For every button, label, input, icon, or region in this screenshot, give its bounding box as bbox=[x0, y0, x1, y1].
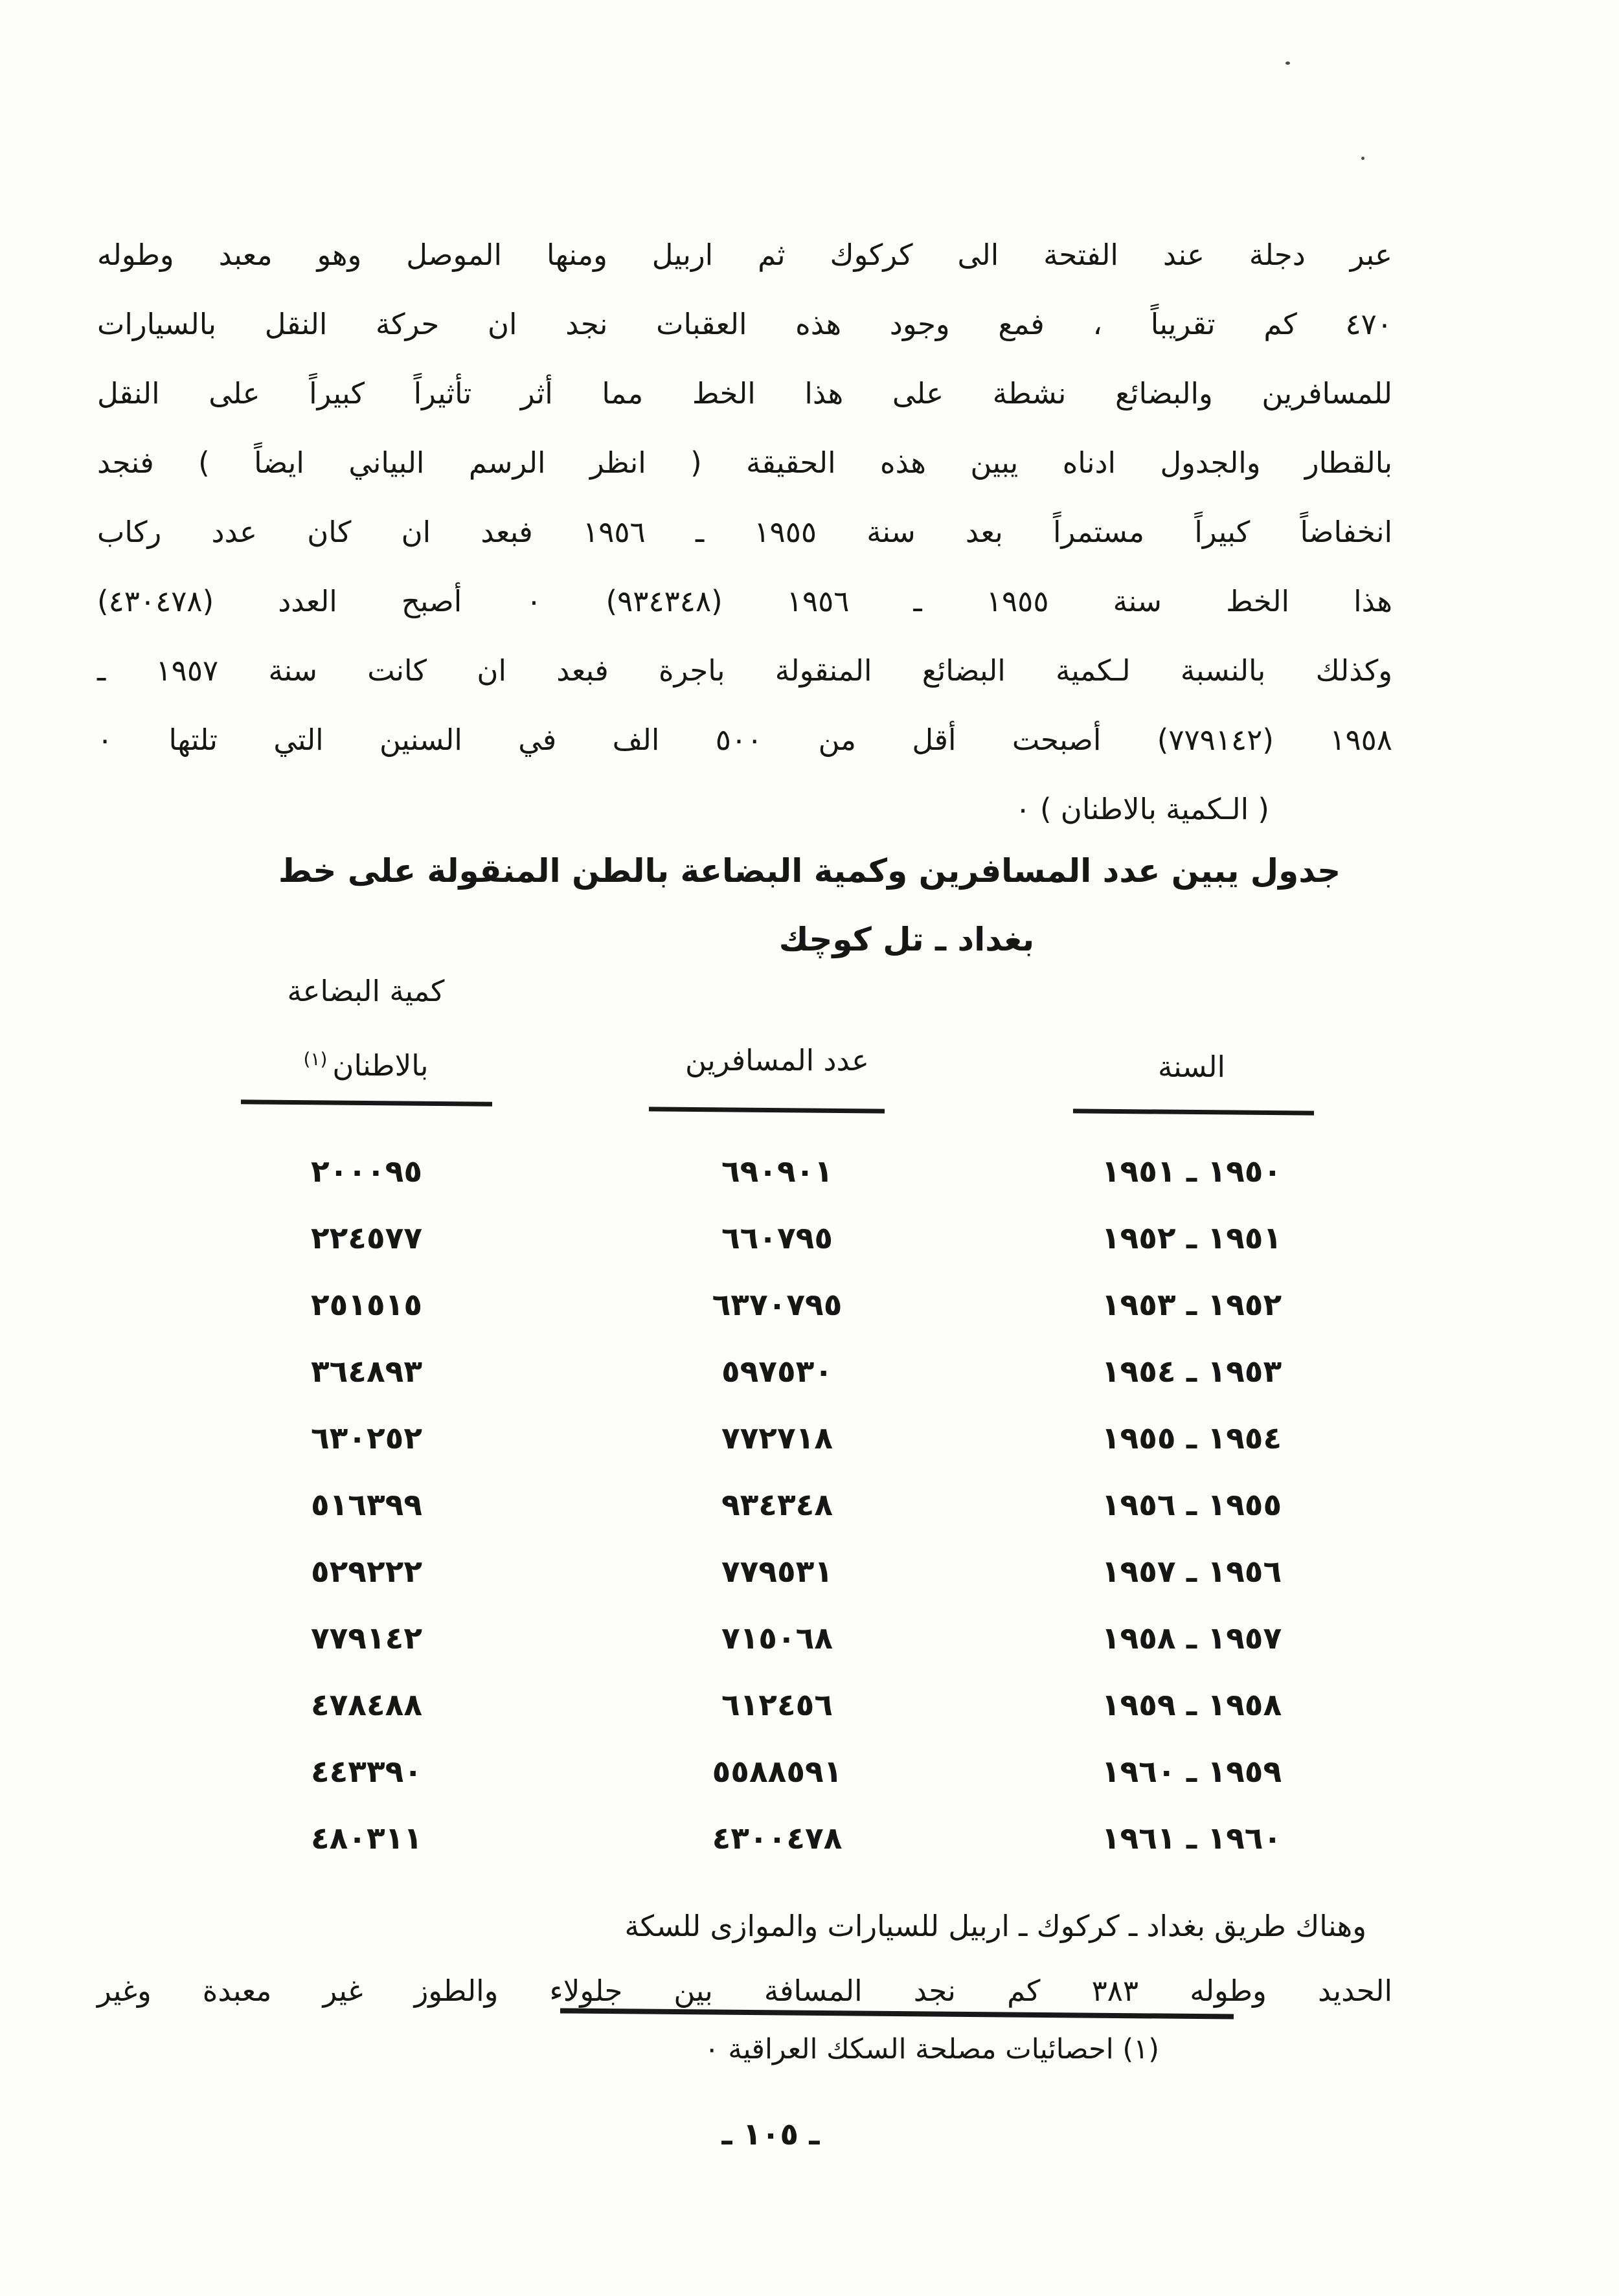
passengers-value: ٦٦٠٧٩٥ bbox=[721, 1221, 833, 1256]
tons-value: ٢٢٤٥٧٧ bbox=[310, 1221, 423, 1256]
paragraph-line: وكذلك بالنسبة لـكمية البضائع المنقولة باجرة فبعد ان كانت سنة ١٩٥٧ ـ bbox=[97, 653, 1392, 688]
column-header-tons-line1: كمية البضاعة bbox=[287, 974, 445, 1008]
passengers-value: ٥٥٨٨٥٩١ bbox=[712, 1754, 843, 1790]
scan-speck bbox=[1361, 157, 1364, 160]
tons-value: ٢٠٠٠٩٥ bbox=[310, 1154, 423, 1189]
year-value: ١٩٥٨ ـ ١٩٥٩ bbox=[1101, 1687, 1282, 1723]
table-row bbox=[97, 1405, 1392, 1472]
paragraph-line: ( الـكمية بالاطنان ) ٠ bbox=[1015, 792, 1269, 826]
year-value: ١٩٥٩ ـ ١٩٦٠ bbox=[1101, 1754, 1282, 1790]
table-row bbox=[97, 1805, 1392, 1872]
tons-value: ٣٦٤٨٩٣ bbox=[310, 1354, 423, 1390]
footnote-marker: (١) bbox=[303, 1048, 328, 1070]
passengers-value: ٥٩٧٥٣٠ bbox=[721, 1354, 833, 1390]
year-value: ١٩٥٧ ـ ١٩٥٨ bbox=[1101, 1621, 1282, 1656]
statistics-table bbox=[97, 1138, 1392, 1872]
column-header-year: السنة bbox=[1157, 1050, 1226, 1084]
table-title-line1: جدول يبين عدد المسافرين وكمية البضاعة بالطن المنقولة على خط bbox=[278, 852, 1341, 890]
table-row bbox=[97, 1672, 1392, 1739]
passengers-value: ٧٧٢٧١٨ bbox=[721, 1421, 833, 1456]
paragraph-line: عبر دجلة عند الفتحة الى كركوك ثم اربيل ومنها الموصل وهو معبد وطوله bbox=[97, 238, 1392, 272]
table-row bbox=[97, 1739, 1392, 1805]
column-header-tons bbox=[249, 957, 482, 1093]
tons-value: ٦٣٠٢٥٢ bbox=[310, 1421, 423, 1456]
paragraph-line: للمسافرين والبضائع نشطة على هذا الخط مما أثر تأثيراً كبيراً على النقل bbox=[97, 376, 1392, 411]
tons-value: ٤٨٠٣١١ bbox=[310, 1821, 423, 1856]
table-row bbox=[97, 1605, 1392, 1672]
paragraph-line: بالقطار والجدول ادناه يبين هذه الحقيقة ( انظر الرسم البياني ايضاً ) فنجد bbox=[97, 445, 1392, 480]
year-value: ١٩٥٢ ـ ١٩٥٣ bbox=[1101, 1287, 1282, 1323]
column-header-tons-line2 bbox=[249, 1025, 482, 1093]
passengers-value: ٩٣٤٣٤٨ bbox=[721, 1487, 833, 1523]
scan-speck bbox=[1285, 62, 1290, 65]
tons-value: ٤٤٣٣٩٠ bbox=[310, 1754, 423, 1790]
header-underline-year bbox=[1073, 1109, 1314, 1115]
passengers-value: ٦٣٧٠٧٩٥ bbox=[712, 1287, 843, 1323]
passengers-value: ٧٧٩٥٣١ bbox=[721, 1554, 833, 1590]
column-header-passengers: عدد المسافرين bbox=[685, 1043, 870, 1077]
table-row bbox=[97, 1205, 1392, 1272]
tons-value: ٥٢٩٢٢٢ bbox=[310, 1554, 423, 1590]
table-row bbox=[97, 1272, 1392, 1338]
intro-paragraph bbox=[97, 220, 1392, 844]
year-value: ١٩٥٣ ـ ١٩٥٤ bbox=[1101, 1354, 1282, 1390]
tons-value: ٥١٦٣٩٩ bbox=[310, 1487, 423, 1523]
table-row bbox=[97, 1138, 1392, 1205]
passengers-value: ٤٣٠٠٤٧٨ bbox=[712, 1821, 843, 1856]
table-row bbox=[97, 1472, 1392, 1538]
tons-value: ٤٧٨٤٨٨ bbox=[310, 1687, 423, 1723]
paragraph-line: ٤٧٠ كم تقريباً ، فمع وجود هذه العقبات نجد ان حركة النقل بالسيارات bbox=[97, 307, 1392, 341]
header-underline-tons bbox=[241, 1099, 492, 1106]
closing-paragraph bbox=[97, 1894, 1392, 2023]
paragraph-line: الحديد وطوله ٣٨٣ كم نجد المسافة بين جلولاء والطوز غير معبدة وغير bbox=[97, 1974, 1392, 2008]
column-header-tons-word: بالاطنان bbox=[332, 1048, 429, 1083]
paragraph-line: انخفاضاً كبيراً مستمراً بعد سنة ١٩٥٥ ـ ١٩٥٦ فبعد ان كان عدد ركاب bbox=[97, 515, 1392, 549]
tons-value: ٢٥١٥١٥ bbox=[310, 1287, 423, 1323]
table-row bbox=[97, 1538, 1392, 1605]
paragraph-line: هذا الخط سنة ١٩٥٥ ـ ١٩٥٦ (٩٣٤٣٤٨) ٠ أصبح العدد (٤٣٠٤٧٨) bbox=[97, 584, 1392, 618]
passengers-value: ٦١٢٤٥٦ bbox=[721, 1687, 833, 1723]
year-value: ١٩٦٠ ـ ١٩٦١ bbox=[1101, 1821, 1282, 1856]
year-value: ١٩٥٦ ـ ١٩٥٧ bbox=[1101, 1554, 1282, 1590]
paragraph-line: ١٩٥٨ (٧٧٩١٤٢) أصبحت أقل من ٥٠٠ الف في السنين التي تلتها ٠ bbox=[97, 723, 1392, 757]
passengers-value: ٧١٥٠٦٨ bbox=[721, 1621, 833, 1656]
year-value: ١٩٥١ ـ ١٩٥٢ bbox=[1101, 1221, 1282, 1256]
page-number: ـ ١٠٥ ـ bbox=[721, 2117, 820, 2152]
tons-value: ٧٧٩١٤٢ bbox=[310, 1621, 423, 1656]
footnote-text: (١) احصائيات مصلحة السكك العراقية ٠ bbox=[704, 2033, 1159, 2065]
year-value: ١٩٥٤ ـ ١٩٥٥ bbox=[1101, 1421, 1282, 1456]
year-value: ١٩٥٠ ـ ١٩٥١ bbox=[1101, 1154, 1282, 1189]
table-title-line2: بغداد ـ تل كوچك bbox=[778, 921, 1035, 958]
table-row bbox=[97, 1338, 1392, 1405]
table-title bbox=[162, 837, 1457, 974]
paragraph-line: وهناك طريق بغداد ـ كركوك ـ اربيل للسيارات والموازى للسكة bbox=[624, 1909, 1366, 1943]
year-value: ١٩٥٥ ـ ١٩٥٦ bbox=[1101, 1487, 1282, 1523]
passengers-value: ٦٩٠٩٠١ bbox=[721, 1154, 833, 1189]
header-underline-passengers bbox=[649, 1107, 885, 1113]
